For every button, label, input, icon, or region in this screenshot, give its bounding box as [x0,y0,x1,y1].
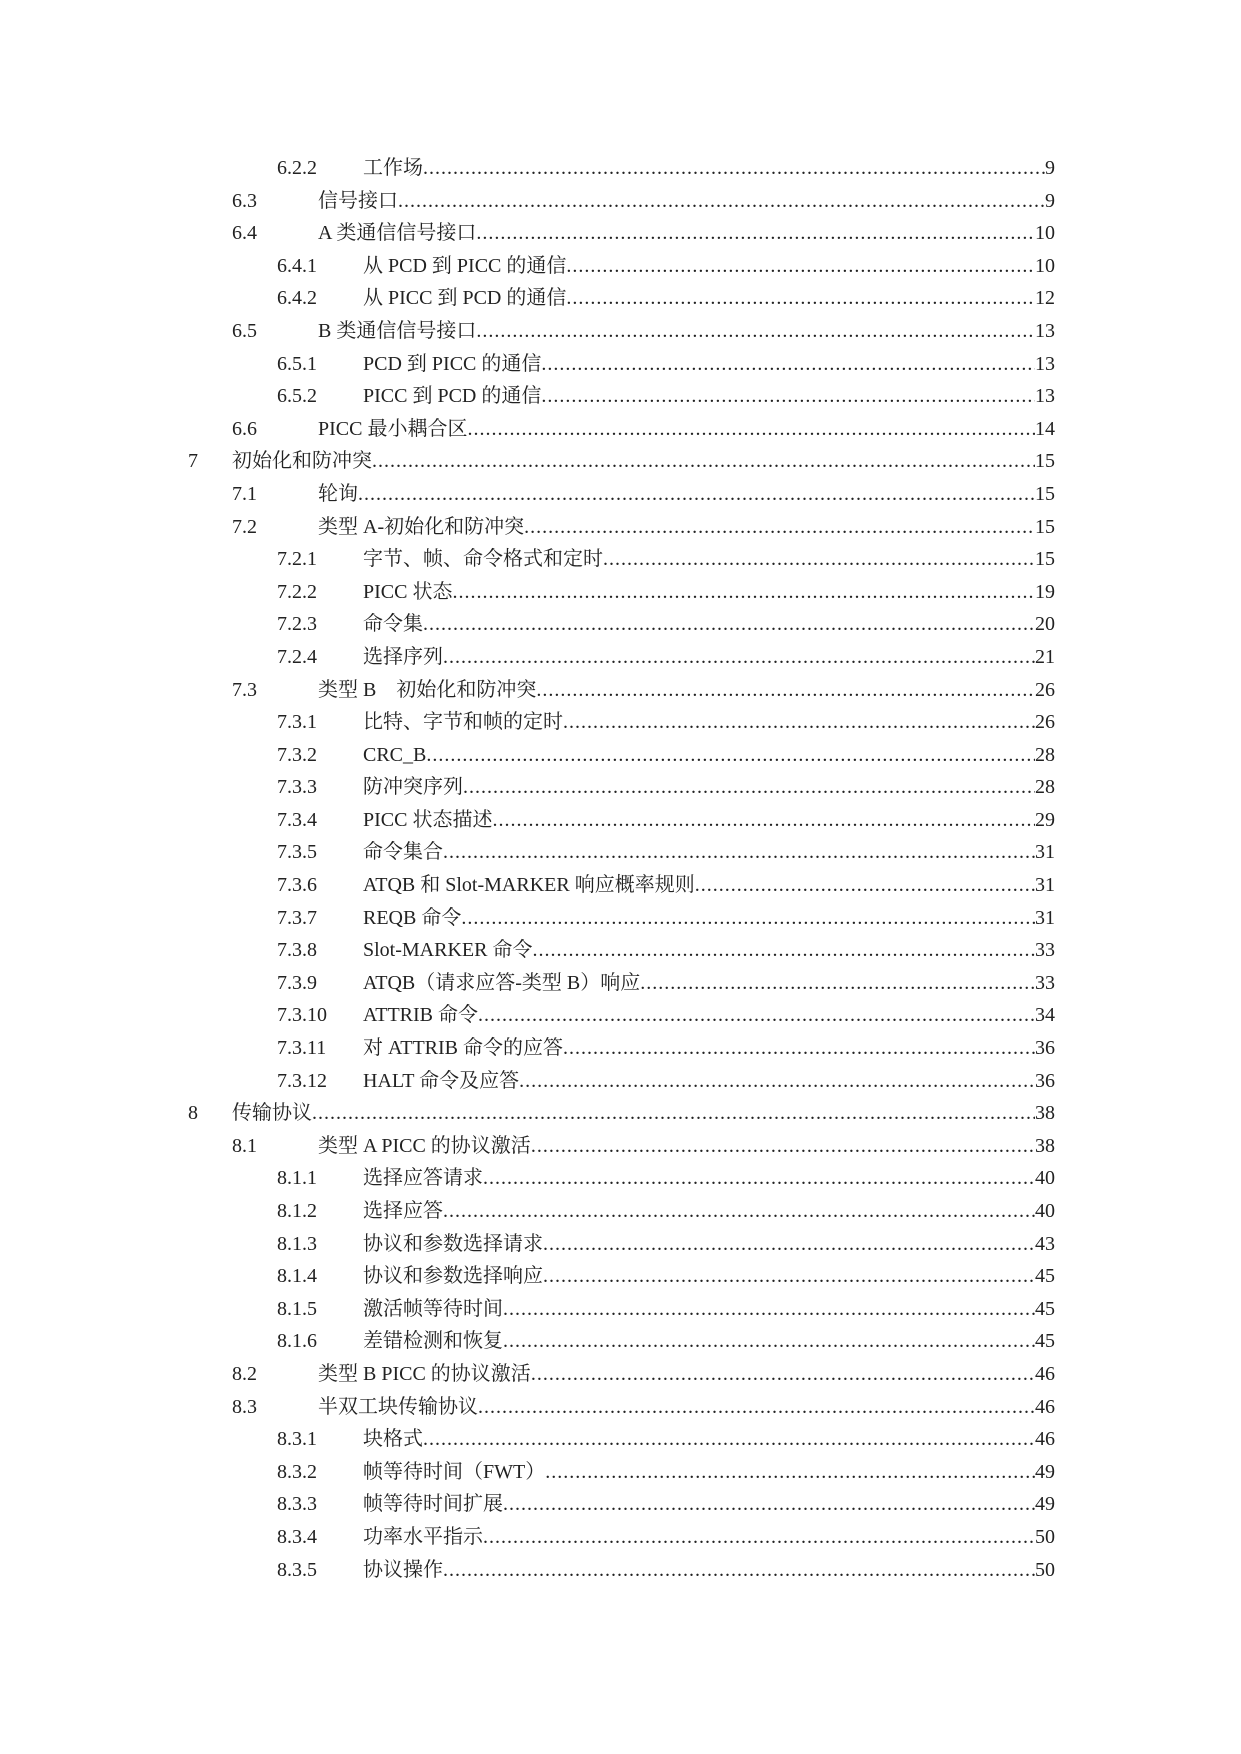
toc-entry-number: 6.5.1 [277,352,317,375]
toc-entry-title: 选择应答 [363,1200,443,1222]
toc-entry-page-number: 15 [1035,515,1055,538]
toc-entry-number: 7.3.1 [277,711,317,734]
toc-entry-page-number: 40 [1035,1200,1055,1222]
toc-entry-body [363,1195,1055,1228]
toc-dot-leader [695,869,1035,902]
toc-entry-number: 7 [188,450,198,473]
toc-entry-title: REQB 命令 [363,906,462,929]
toc-entry[interactable] [0,967,1241,1000]
toc-entry-title: PCD 到 PICC 的通信 [363,352,542,375]
toc-entry[interactable] [0,1097,1241,1130]
toc-entry-page-number: 26 [1035,678,1055,701]
toc-dot-leader [461,902,1035,935]
toc-entry-title: A 类通信信号接口 [318,222,477,245]
toc-entry-number: 8.3.3 [277,1493,317,1516]
toc-entry-body [363,576,1055,609]
toc-entry-page-number: 40 [1035,1167,1055,1190]
toc-entry[interactable] [0,413,1241,446]
toc-entry-page-number: 33 [1035,939,1055,962]
toc-entry-number: 8.1.6 [277,1330,317,1353]
toc-entry-body [363,1162,1055,1195]
toc-entry-number: 8.3.4 [277,1525,317,1548]
toc-entry-title: 协议操作 [363,1558,443,1581]
toc-entry-title: B 类通信信号接口 [318,319,477,342]
toc-entry-title: Slot-MARKER 命令 [363,939,533,962]
toc-entry-number: 8.3.1 [277,1428,317,1451]
toc-entry[interactable] [0,674,1241,707]
toc-entry-body [318,674,1055,707]
toc-entry-title: 防冲突序列 [363,776,463,799]
toc-dot-leader [524,511,1035,544]
toc-dot-leader [478,1391,1035,1424]
toc-entry-title: 选择序列 [363,645,443,668]
toc-entry-number: 7.3.10 [277,1004,327,1027]
toc-entry-body [318,478,1055,511]
toc-entry-number: 8 [188,1102,198,1125]
toc-entry[interactable] [0,1423,1241,1456]
toc-entry-number: 8.3.5 [277,1558,317,1581]
toc-entry-page-number: 15 [1035,548,1055,571]
toc-entry-page-number: 15 [1035,450,1055,473]
toc-entry-body [363,1228,1055,1261]
toc-entry-number: 8.2 [232,1362,257,1385]
toc-dot-leader [545,1456,1035,1489]
toc-entry-page-number: 50 [1035,1558,1055,1581]
toc-entry-page-number: 33 [1035,971,1055,994]
toc-entry-body [318,1130,1055,1163]
toc-dot-leader [543,1260,1035,1293]
toc-entry-number: 7.3.9 [277,971,317,994]
toc-dot-leader [476,315,1035,348]
toc-entry-body [318,511,1055,544]
toc-entry[interactable] [0,771,1241,804]
toc-entry[interactable] [0,1195,1241,1228]
toc-entry-number: 8.3 [232,1395,257,1418]
toc-entry-title: 字节、帧、命令格式和定时 [363,548,603,571]
toc-entry-page-number: 28 [1035,776,1055,799]
toc-entry-page-number: 28 [1035,743,1055,766]
toc-entry-number: 7.2.4 [277,645,317,668]
toc-dot-leader [463,771,1035,804]
toc-entry-body [363,836,1055,869]
toc-dot-leader [423,608,1035,641]
toc-entry-title: 协议和参数选择响应 [363,1265,543,1288]
toc-dot-leader [476,217,1035,250]
toc-entry-title: 类型 A-初始化和防冲突 [318,515,525,538]
toc-entry-body [363,902,1055,935]
toc-entry-number: 7.3 [232,678,257,701]
toc-entry[interactable] [0,282,1241,315]
toc-entry[interactable] [0,934,1241,967]
toc-entry-page-number: 36 [1035,1069,1055,1092]
toc-dot-leader [398,185,1045,218]
toc-dot-leader [640,967,1035,1000]
toc-entry-body [363,380,1055,413]
toc-entry-title: 类型 B 初始化和防冲突 [318,678,537,701]
toc-entry-number: 6.5.2 [277,385,317,408]
toc-entry-number: 7.3.2 [277,743,317,766]
toc-entry-body [363,1423,1055,1456]
toc-entry[interactable] [0,185,1241,218]
toc-entry-page-number: 50 [1035,1525,1055,1548]
toc-entry-body [363,967,1055,1000]
toc-entry-body [363,804,1055,837]
toc-entry-body [363,1521,1055,1554]
toc-entry[interactable] [0,1554,1241,1587]
toc-entry-body [318,1391,1055,1424]
toc-dot-leader [452,576,1035,609]
toc-entry[interactable] [0,739,1241,772]
toc-entry[interactable] [0,1358,1241,1391]
toc-entry-body [363,999,1055,1032]
toc-entry-body [363,250,1055,283]
toc-entry[interactable] [0,1521,1241,1554]
toc-entry-page-number: 12 [1035,287,1055,310]
toc-dot-leader [566,282,1035,315]
toc-entry-title: 选择应答请求 [363,1167,483,1190]
toc-dot-leader [492,804,1035,837]
toc-entry[interactable] [0,1488,1241,1521]
toc-entry-body [363,348,1055,381]
toc-entry-page-number: 45 [1035,1330,1055,1353]
toc-entry[interactable] [0,641,1241,674]
toc-entry-number: 7.3.11 [277,1037,327,1060]
toc-entry-title: 从 PICC 到 PCD 的通信 [363,287,567,310]
toc-entry-title: 轮询 [318,482,358,505]
toc-dot-leader [503,1293,1035,1326]
toc-dot-leader [541,380,1035,413]
toc-dot-leader [503,1325,1035,1358]
toc-dot-leader [312,1097,1035,1130]
toc-entry-title: 工作场 [363,157,423,179]
toc-dot-leader [358,478,1035,511]
toc-entry-body [363,869,1055,902]
toc-entry-title: HALT 命令及应答 [363,1069,520,1092]
toc-entry-page-number: 20 [1035,613,1055,636]
toc-entry-title: ATTRIB 命令 [363,1004,478,1027]
toc-entry[interactable] [0,511,1241,544]
toc-dot-leader [426,739,1035,772]
toc-entry-page-number: 46 [1035,1428,1055,1451]
toc-entry-page-number: 31 [1035,874,1055,897]
toc-entry[interactable] [0,1228,1241,1261]
toc-dot-leader [503,1488,1035,1521]
toc-entry-number: 8.1.2 [277,1200,317,1222]
toc-dot-leader [443,836,1035,869]
toc-entry-title: 半双工块传输协议 [318,1395,478,1418]
toc-dot-leader [443,1554,1035,1587]
toc-entry[interactable] [0,380,1241,413]
toc-entry-title: 从 PCD 到 PICC 的通信 [363,254,567,277]
toc-entry-number: 8.1.5 [277,1297,317,1320]
toc-entry-title: 传输协议 [232,1102,312,1125]
toc-entry-number: 7.1 [232,482,257,505]
toc-entry-body [363,739,1055,772]
toc-entry-body [363,1293,1055,1326]
toc-entry-body [363,934,1055,967]
toc-entry-body [363,608,1055,641]
toc-entry-page-number: 31 [1035,906,1055,929]
toc-entry[interactable] [0,1130,1241,1163]
toc-entry-page-number: 29 [1035,808,1055,831]
toc-entry[interactable] [0,543,1241,576]
toc-entry[interactable] [0,478,1241,511]
toc-entry-number: 7.3.12 [277,1069,327,1092]
toc-entry-title: 对 ATTRIB 命令的应答 [363,1037,563,1060]
toc-entry-title: 激活帧等待时间 [363,1297,503,1320]
toc-entry-page-number: 13 [1035,319,1055,342]
toc-entry-page-number: 34 [1035,1004,1055,1027]
toc-entry-number: 7.2.2 [277,580,317,603]
toc-dot-leader [531,1130,1035,1163]
toc-entry-body [363,543,1055,576]
toc-dot-leader [483,1521,1035,1554]
toc-dot-leader [443,641,1035,674]
toc-entry-body [363,152,1055,185]
toc-entry-body [363,1325,1055,1358]
toc-entry-body [363,1032,1055,1065]
toc-dot-leader [423,152,1045,185]
table-of-contents [0,152,1241,1586]
toc-entry-page-number: 13 [1035,352,1055,375]
toc-entry-page-number: 10 [1035,254,1055,277]
toc-entry-body [232,445,1055,478]
toc-entry-title: PICC 到 PCD 的通信 [363,385,542,408]
toc-entry-page-number: 46 [1035,1395,1055,1418]
toc-entry-number: 8.3.2 [277,1460,317,1483]
toc-entry-title: 差错检测和恢复 [363,1330,503,1353]
toc-entry-body [363,1456,1055,1489]
toc-entry-body [363,1260,1055,1293]
toc-entry-page-number: 21 [1035,645,1055,668]
toc-entry[interactable] [0,902,1241,935]
toc-entry-body [363,706,1055,739]
toc-entry-title: 比特、字节和帧的定时 [363,711,563,734]
toc-entry-number: 8.1 [232,1134,257,1157]
toc-entry-body [363,641,1055,674]
toc-entry[interactable] [0,250,1241,283]
toc-entry[interactable] [0,869,1241,902]
toc-entry-number: 6.6 [232,417,257,440]
toc-entry-title: CRC_B [363,743,427,766]
toc-entry-title: 帧等待时间（FWT） [363,1460,546,1483]
toc-entry[interactable] [0,999,1241,1032]
toc-entry[interactable] [0,1162,1241,1195]
toc-entry[interactable] [0,152,1241,185]
toc-entry-title: 命令集 [363,613,423,636]
toc-entry-number: 8.1.1 [277,1167,317,1190]
toc-entry[interactable] [0,1325,1241,1358]
toc-entry[interactable] [0,804,1241,837]
toc-entry-page-number: 49 [1035,1460,1055,1483]
toc-entry-number: 7.2.1 [277,548,317,571]
toc-entry-title: 功率水平指示 [363,1525,483,1548]
toc-entry[interactable] [0,836,1241,869]
toc-entry-number: 6.4 [232,222,257,245]
toc-entry-page-number: 45 [1035,1297,1055,1320]
toc-entry-number: 7.3.3 [277,776,317,799]
toc-entry-number: 8.1.3 [277,1232,317,1255]
toc-entry-page-number: 38 [1035,1134,1055,1157]
toc-entry-page-number: 9 [1045,189,1055,212]
toc-entry-body [318,315,1055,348]
toc-entry-title: PICC 状态 [363,580,453,603]
toc-entry-body [363,1065,1055,1098]
toc-entry-title: ATQB（请求应答-类型 B）响应 [363,971,641,994]
toc-dot-leader [443,1195,1035,1228]
toc-entry-number: 6.5 [232,319,257,342]
toc-dot-leader [423,1423,1035,1456]
toc-entry-page-number: 43 [1035,1232,1055,1255]
toc-entry[interactable] [0,1260,1241,1293]
toc-dot-leader [536,674,1035,707]
toc-entry-page-number: 9 [1045,157,1055,179]
toc-entry-body [363,1488,1055,1521]
toc-entry-number: 8.1.4 [277,1265,317,1288]
toc-entry-title: 命令集合 [363,841,443,864]
toc-entry-page-number: 14 [1035,417,1055,440]
toc-entry-title: 初始化和防冲突 [232,450,372,473]
toc-dot-leader [543,1228,1035,1261]
toc-entry-page-number: 49 [1035,1493,1055,1516]
toc-entry-number: 7.2.3 [277,613,317,636]
toc-entry-page-number: 46 [1035,1362,1055,1385]
toc-entry-number: 6.2.2 [277,157,317,179]
toc-entry-body [318,185,1055,218]
toc-entry-number: 7.3.4 [277,808,317,831]
toc-entry-number: 7.3.6 [277,874,317,897]
toc-dot-leader [531,1358,1035,1391]
toc-entry-body [318,217,1055,250]
toc-entry-page-number: 36 [1035,1037,1055,1060]
toc-entry-page-number: 13 [1035,385,1055,408]
toc-dot-leader [478,999,1035,1032]
toc-entry-body [318,1358,1055,1391]
toc-entry-page-number: 15 [1035,482,1055,505]
toc-entry[interactable] [0,1293,1241,1326]
toc-entry-page-number: 38 [1035,1102,1055,1125]
toc-entry-title: 信号接口 [318,189,398,212]
toc-dot-leader [563,1032,1035,1065]
toc-entry-body [318,413,1055,446]
toc-entry-title: ATQB 和 Slot-MARKER 响应概率规则 [363,874,695,897]
toc-entry-title: 类型 A PICC 的协议激活 [318,1134,531,1157]
toc-entry-body [363,771,1055,804]
toc-entry[interactable] [0,1456,1241,1489]
toc-dot-leader [372,445,1035,478]
toc-entry-page-number: 31 [1035,841,1055,864]
toc-entry[interactable] [0,217,1241,250]
toc-entry-number: 6.4.2 [277,287,317,310]
toc-entry-title: 块格式 [363,1428,423,1451]
toc-entry[interactable] [0,706,1241,739]
toc-entry[interactable] [0,608,1241,641]
toc-entry-page-number: 19 [1035,580,1055,603]
toc-dot-leader [603,543,1035,576]
toc-entry-number: 6.4.1 [277,254,317,277]
toc-dot-leader [483,1162,1035,1195]
toc-entry[interactable] [0,315,1241,348]
toc-dot-leader [541,348,1035,381]
toc-dot-leader [532,934,1035,967]
toc-entry-page-number: 26 [1035,711,1055,734]
toc-entry-body [232,1097,1055,1130]
toc-entry-title: 帧等待时间扩展 [363,1493,503,1516]
toc-entry-title: PICC 状态描述 [363,808,493,831]
toc-entry-number: 7.3.5 [277,841,317,864]
toc-entry-title: 类型 B PICC 的协议激活 [318,1362,531,1385]
toc-entry-number: 7.3.8 [277,939,317,962]
toc-entry-number: 7.2 [232,515,257,538]
toc-dot-leader [519,1065,1035,1098]
toc-entry-page-number: 45 [1035,1265,1055,1288]
toc-entry-number: 6.3 [232,189,257,212]
toc-entry[interactable] [0,348,1241,381]
toc-dot-leader [467,413,1035,446]
toc-entry[interactable] [0,1391,1241,1424]
toc-entry[interactable] [0,1032,1241,1065]
toc-entry[interactable] [0,1065,1241,1098]
toc-entry-title: 协议和参数选择请求 [363,1232,543,1255]
toc-entry-body [363,282,1055,315]
toc-entry-body [363,1554,1055,1587]
toc-dot-leader [566,250,1035,283]
toc-entry-number: 7.3.7 [277,906,317,929]
toc-entry-title: PICC 最小耦合区 [318,417,468,440]
toc-entry-page-number: 10 [1035,222,1055,245]
toc-dot-leader [563,706,1035,739]
toc-entry[interactable] [0,445,1241,478]
toc-entry[interactable] [0,576,1241,609]
